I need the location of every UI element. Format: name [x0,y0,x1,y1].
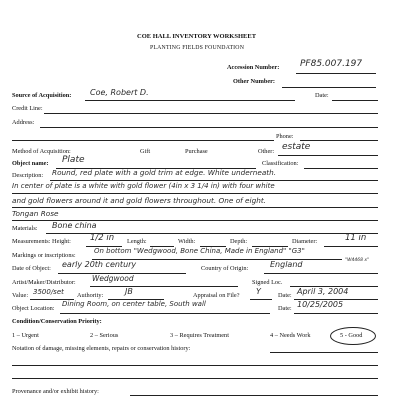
condition-option-4[interactable]: 4 – Needs Work [270,332,311,339]
description-label: Description: [12,172,44,179]
location-line [60,313,270,314]
condition-option-3[interactable]: 3 – Requires Treatment [170,332,229,339]
appraisal-line [250,299,272,300]
description-line-1[interactable]: Round, red plate with a gold trim at edge. White underneath. [52,168,277,177]
credit-line-line [44,113,378,114]
object-name-value[interactable]: Plate [62,155,85,165]
description-rule-2 [12,193,378,194]
value-amount[interactable]: 3500/set [33,288,64,296]
form-title: COE HALL INVENTORY WORKSHEET [137,33,257,40]
classification-label: Classification: [262,160,299,167]
location-date-value[interactable]: 10/25/2005 [297,300,344,309]
appraisal-value[interactable]: Y [256,287,261,296]
condition-option-5[interactable]: 5 - Good [340,332,363,339]
credit-line-label: Credit Line: [12,105,43,112]
method-gift[interactable]: Gift [140,148,151,155]
appraisal-date-value[interactable]: April 3, 2004 [297,287,349,296]
markings-value[interactable]: On bottom "Wedgwood, Bone China, Made in England" "G3" [94,247,305,255]
diameter-line [324,246,378,247]
description-line-4[interactable]: Tongan Rose [12,209,59,218]
materials-value[interactable]: Bone china [52,221,97,230]
accession-value[interactable]: PF85.007.197 [300,59,363,69]
depth-label: Depth: [230,238,248,245]
source-value[interactable]: Coe, Robert D. [90,88,149,97]
length-label: Length: [127,238,147,245]
date-of-object-value[interactable]: early 20th century [62,260,137,269]
method-other-line [278,155,378,156]
source-line [85,100,295,101]
condition-option-1[interactable]: 1 – Urgent [12,332,39,339]
notation-label: Notation of damage, missing elements, repairs or conservation history: [12,345,191,352]
other-number-line [282,87,376,88]
source-label: Source of Acquisition: [12,92,72,99]
location-label: Object Location: [12,305,55,312]
accession-line [296,73,376,74]
location-value[interactable]: Dining Room, on center table, South wall [62,300,206,308]
value-label: Value: [12,292,29,299]
description-line-3[interactable]: and gold flowers around it and gold flowers throughout. One of eight. [12,196,267,205]
materials-label: Materials: [12,225,38,232]
condition-title: Condition/Conservation Priority: [12,318,102,325]
authority-value[interactable]: JB [125,287,133,296]
artist-line [90,286,238,287]
artist-value[interactable]: Wedgwood [92,274,134,283]
object-name-label: Object name: [12,160,49,167]
address-label: Address: [12,119,35,126]
provenance-line [130,395,378,396]
authority-label: Authority: [77,292,104,299]
method-label: Method of Acquisition: [12,148,71,155]
method-other-value[interactable]: estate [282,142,311,152]
condition-option-2[interactable]: 2 – Serious [90,332,119,339]
method-other-label: Other: [258,148,275,155]
accession-label: Accession Number: [227,64,280,71]
other-number-label: Other Number: [233,78,276,85]
markings-extra[interactable]: "W4468 x" [345,258,370,263]
location-date-line [294,313,378,314]
address-line-2 [12,140,274,141]
source-date-label: Date: [315,92,329,99]
phone-label: Phone: [276,133,294,140]
address-line-1 [40,127,378,128]
height-value[interactable]: 1/2 in [90,233,115,243]
markings-label: Markings or inscriptions: [12,252,76,259]
country-value[interactable]: England [270,260,303,269]
description-rule-1 [50,180,378,181]
phone-line [300,140,378,141]
diameter-value[interactable]: 11 in [345,233,367,243]
notation-line-1 [270,352,378,353]
artist-label: Artist/Maker/Distributor: [12,279,76,286]
appraisal-label: Appraisal on File? [193,292,240,299]
notation-line-3 [12,378,378,379]
description-line-2[interactable]: In center of plate is a white with gold flower (4in x 3 1/4 in) with four white [12,182,275,190]
country-label: Country of Origin: [201,265,249,272]
date-of-object-label: Date of Object: [12,265,51,272]
appraisal-date-label: Date: [278,292,292,299]
diameter-label: Diameter: [292,238,318,245]
classification-line [304,168,378,169]
notation-line-2 [12,365,378,366]
measurements-label: Measurements: Height: [12,238,71,245]
country-line [264,273,378,274]
width-label: Width: [178,238,196,245]
method-purchase[interactable]: Purchase [185,148,208,155]
provenance-label: Provenance and/or exhibit history: [12,388,99,395]
source-date-line [332,100,378,101]
location-date-label: Date: [278,305,292,312]
description-rule-3 [12,207,378,208]
signed-label: Signed Loc. [252,279,283,286]
form-subtitle: PLANTING FIELDS FOUNDATION [150,45,245,51]
